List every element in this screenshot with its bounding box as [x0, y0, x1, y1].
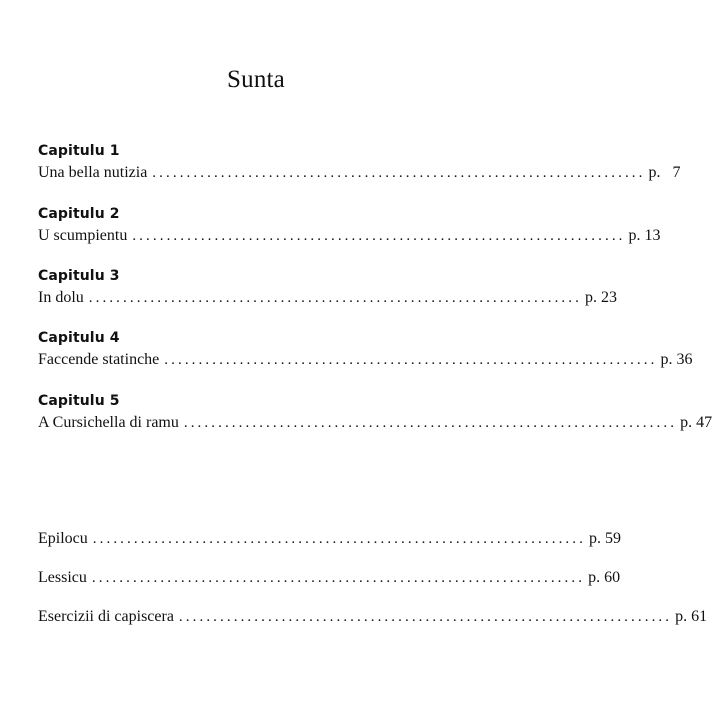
page-number: p. 23 [584, 289, 617, 306]
chapter-label: Capitulu 3 [38, 268, 120, 284]
toc-entry[interactable] [38, 414, 712, 432]
toc-entry[interactable] [38, 227, 661, 245]
dot-leader: ........................................................................ [164, 352, 658, 368]
dot-leader: ........................................................................ [152, 165, 646, 181]
dot-leader: ........................................................................ [178, 609, 673, 625]
page-number: p. 61 [675, 608, 708, 625]
entry-title: U scumpientu [38, 227, 128, 244]
page-title: Sunta [227, 66, 285, 93]
page-number: p. 7 [648, 164, 681, 181]
entry-title: Una bella nutizia [38, 164, 148, 181]
chapter-label: Capitulu 5 [38, 393, 120, 409]
page-number: p. 13 [628, 227, 661, 244]
entry-title: A Cursichella di ramu [38, 414, 179, 431]
toc-entry[interactable] [38, 530, 621, 548]
toc-entry[interactable] [38, 608, 708, 626]
toc-entry[interactable] [38, 289, 617, 307]
dot-leader: ........................................................................ [92, 531, 586, 547]
entry-title: Faccende statinche [38, 351, 160, 368]
dot-leader: ........................................................................ [91, 570, 586, 586]
entry-title: Epilocu [38, 530, 88, 547]
dot-leader: ........................................................................ [88, 290, 582, 306]
dot-leader: ........................................................................ [132, 228, 626, 244]
toc-entry[interactable] [38, 164, 681, 182]
chapter-label: Capitulu 2 [38, 206, 120, 222]
page-number: p. 36 [660, 351, 693, 368]
toc-entry[interactable] [38, 569, 621, 587]
entry-title: Lessicu [38, 569, 87, 586]
page-number: p. 59 [588, 530, 621, 547]
dot-leader: ........................................................................ [183, 415, 678, 431]
chapter-label: Capitulu 1 [38, 143, 120, 159]
toc-entry[interactable] [38, 351, 693, 369]
entry-title: Esercizii di capiscera [38, 608, 174, 625]
page-number: p. 47 [680, 414, 712, 431]
chapter-label: Capitulu 4 [38, 330, 120, 346]
entry-title: In dolu [38, 289, 84, 306]
page-number: p. 60 [588, 569, 621, 586]
